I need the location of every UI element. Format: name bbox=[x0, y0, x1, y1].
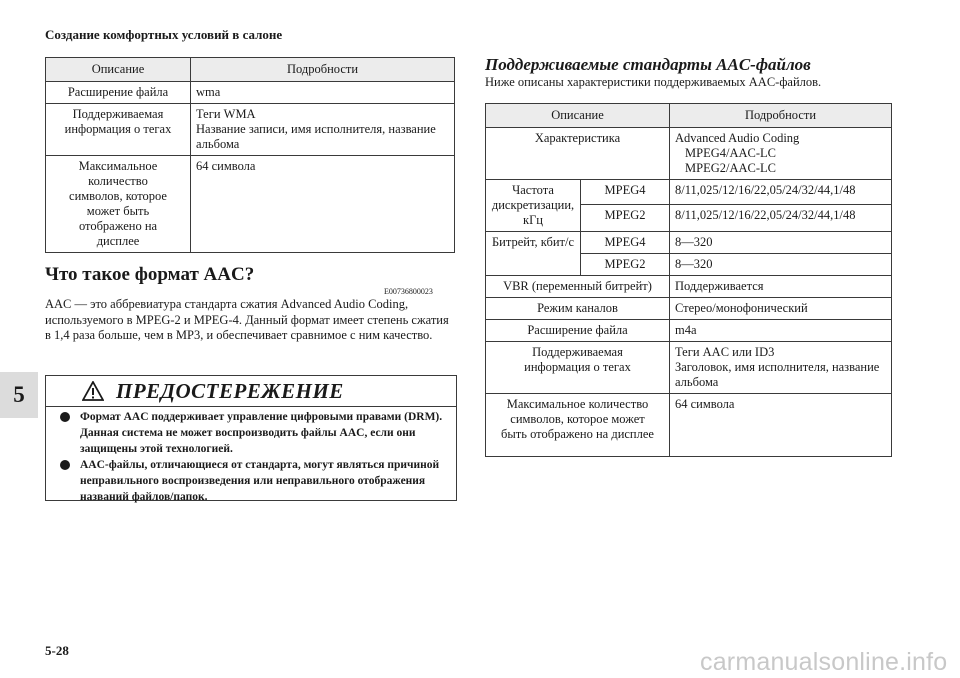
table-row bbox=[46, 104, 455, 156]
aac-value-line: Advanced Audio Coding bbox=[675, 131, 800, 145]
aac-label: VBR (переменный битрейт) bbox=[486, 276, 670, 298]
table-row bbox=[46, 156, 455, 253]
aac-value: 8—320 bbox=[670, 232, 892, 254]
wma-value-line: wma bbox=[196, 85, 221, 99]
warning-item bbox=[58, 457, 446, 505]
aac-std: MPEG2 bbox=[581, 205, 670, 232]
aac-label: Расширение файла bbox=[486, 320, 670, 342]
aac-value: 64 символа bbox=[670, 394, 892, 457]
aac-section-title: Что такое формат AAC? bbox=[45, 264, 255, 285]
warning-item bbox=[58, 409, 446, 457]
wma-header-details: Подробности bbox=[191, 58, 455, 82]
warning-text: Формат AAC поддерживает управление цифровыми правами (DRM). Данная система не может воспроизводить файлы AAC, если они защищены этой технологией. bbox=[80, 411, 443, 455]
wma-value-line: Название записи, имя исполнителя, название альбома bbox=[196, 122, 436, 151]
std-section-title: Поддерживаемые стандарты AAC-файлов bbox=[485, 55, 811, 74]
table-row bbox=[486, 232, 892, 254]
wma-label: Максимальное количество символов, которое может быть отображено на дисплее bbox=[46, 156, 191, 253]
warning-title: ПРЕДОСТЕРЕЖЕНИЕ bbox=[116, 378, 344, 403]
wma-header-description: Описание bbox=[46, 58, 191, 82]
wma-label: Расширение файла bbox=[46, 82, 191, 104]
aac-std: MPEG4 bbox=[581, 180, 670, 205]
std-section-subtitle: Ниже описаны характеристики поддерживаемых AAC-файлов. bbox=[485, 75, 822, 89]
aac-value: 8/11,025/12/16/22,05/24/32/44,1/48 bbox=[670, 180, 892, 205]
warning-box bbox=[45, 375, 457, 501]
aac-value-line: MPEG2/AAC-LC bbox=[685, 161, 776, 175]
table-row bbox=[486, 320, 892, 342]
table-row bbox=[46, 82, 455, 104]
bullet-icon bbox=[60, 412, 70, 422]
table-row bbox=[486, 180, 892, 205]
table-row bbox=[486, 342, 892, 394]
table-row bbox=[486, 298, 892, 320]
aac-value: m4a bbox=[670, 320, 892, 342]
aac-label: Битрейт, кбит/с bbox=[486, 232, 581, 276]
section-header: Создание комфортных условий в салоне bbox=[45, 27, 283, 42]
wma-value bbox=[191, 82, 455, 104]
table-row bbox=[486, 276, 892, 298]
aac-label: Максимальное количество символов, которое может быть отображено на дисплее bbox=[486, 394, 670, 457]
wma-spec-table bbox=[45, 57, 455, 253]
aac-value-line: Теги AAC или ID3 bbox=[675, 345, 775, 359]
watermark: carmanualsonline.info bbox=[700, 648, 948, 676]
aac-value bbox=[670, 342, 892, 394]
aac-label: Поддерживаемая информация о тегах bbox=[486, 342, 670, 394]
aac-value: Поддерживается bbox=[670, 276, 892, 298]
wma-value-line: Теги WMA bbox=[196, 107, 256, 121]
warning-list bbox=[46, 407, 456, 505]
warning-triangle-icon bbox=[82, 381, 104, 401]
warning-text: AAC-файлы, отличающиеся от стандарта, могут являться причиной неправильного воспроизведения или неправильного отображения названий файлов/папок. bbox=[80, 459, 440, 503]
table-row bbox=[486, 394, 892, 457]
aac-header-details: Подробности bbox=[670, 104, 892, 128]
chapter-tab: 5 bbox=[0, 372, 38, 418]
wma-value bbox=[191, 104, 455, 156]
aac-value bbox=[670, 128, 892, 180]
wma-value-line: 64 символа bbox=[196, 159, 256, 173]
aac-label: Частота дискретизации, кГц bbox=[486, 180, 581, 232]
aac-value: Стерео/монофонический bbox=[670, 298, 892, 320]
warning-header bbox=[46, 376, 456, 407]
aac-label: Режим каналов bbox=[486, 298, 670, 320]
section-code: E00736800023 bbox=[384, 287, 433, 296]
aac-value: 8—320 bbox=[670, 254, 892, 276]
aac-std: MPEG4 bbox=[581, 232, 670, 254]
aac-value-line: Заголовок, имя исполнителя, название альбома bbox=[675, 360, 880, 389]
aac-spec-table bbox=[485, 103, 892, 457]
aac-std: MPEG2 bbox=[581, 254, 670, 276]
aac-value: 8/11,025/12/16/22,05/24/32/44,1/48 bbox=[670, 205, 892, 232]
aac-header-description: Описание bbox=[486, 104, 670, 128]
page-number: 5-28 bbox=[45, 643, 69, 658]
table-row bbox=[486, 128, 892, 180]
aac-paragraph: AAC — это аббревиатура стандарта сжатия Advanced Audio Coding, используемого в MPEG-2 и MPEG-4. Данный формат имеет степень сжатия в 1,4 раза больше, чем в MP3, и обеспечивает сравнимое с ним качество. bbox=[45, 297, 449, 342]
bullet-icon bbox=[60, 460, 70, 470]
aac-value-line: MPEG4/AAC-LC bbox=[685, 146, 776, 160]
wma-value bbox=[191, 156, 455, 253]
wma-label: Поддерживаемая информация о тегах bbox=[46, 104, 191, 156]
aac-label: Характеристика bbox=[486, 128, 670, 180]
